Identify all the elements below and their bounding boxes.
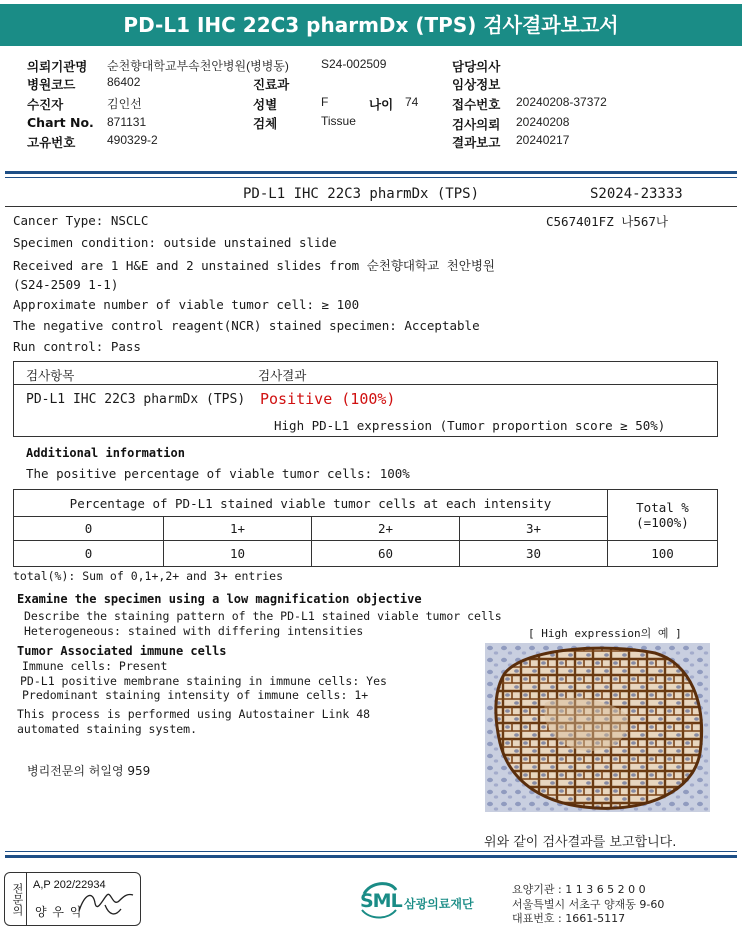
table-note: total(%): Sum of 0,1+,2+ and 3+ entries (13, 569, 284, 583)
examine-line: Heterogeneous: stained with differing intensities (24, 624, 364, 638)
additional-text: The positive percentage of viable tumor cells: 100% (26, 466, 410, 481)
report-line: (S24-2509 1-1) (13, 277, 119, 292)
header-value: 871131 (107, 115, 147, 129)
category-cell: 0 (14, 517, 164, 541)
value-cell: 0 (14, 541, 164, 567)
total-sub: (=100%) (636, 515, 689, 530)
value-cell: 10 (164, 541, 312, 567)
pathologist: 병리전문의 허일영 959 (27, 764, 151, 778)
header-label: 진료과 (253, 77, 290, 92)
logo-text: SML (360, 890, 402, 912)
examine-line: Describe the staining pattern of the PD-L1 stained viable tumor cells (24, 609, 502, 623)
report-line: The negative control reagent(NCR) stained specimen: Acceptable (13, 318, 480, 333)
category-cell: 3+ (460, 517, 608, 541)
value-cell: 60 (312, 541, 460, 567)
header-label: 임상정보 (452, 77, 501, 92)
divider (13, 384, 718, 385)
divider (5, 855, 737, 858)
header-value: F (321, 95, 329, 109)
stamp-name: 양 우 익 (35, 905, 83, 919)
intensity-table (13, 489, 718, 567)
header-value: 20240208-37372 (516, 95, 607, 109)
total-header: Total % (636, 500, 689, 515)
result-item: PD-L1 IHC 22C3 pharmDx (TPS) (26, 392, 246, 407)
header-label: 접수번호 (452, 97, 501, 112)
category-cell: 1+ (164, 517, 312, 541)
report-line: Received are 1 H&E and 2 unstained slides from 순천향대학교 천안병원 (13, 258, 495, 273)
image-caption: [ High expression의 예 ] (528, 627, 682, 640)
divider (5, 177, 737, 178)
col-result-header: 검사결과 (258, 368, 307, 383)
institution-code: 요양기관 : 1 1 3 6 5 2 0 0 (512, 883, 646, 896)
phone: 대표번호 : 1661-5117 (512, 912, 626, 925)
stamp-code: A,P 202/22934 (33, 879, 106, 891)
address: 서울특별시 서초구 양재동 9-60 (512, 898, 665, 911)
header-label: 고유번호 (27, 135, 76, 150)
divider (5, 206, 737, 207)
immune-line: PD-L1 positive membrane staining in immune cells: Yes (20, 674, 387, 688)
header-label: 의뢰기관명 (27, 59, 88, 74)
report-line: Approximate number of viable tumor cell: ≥ 100 (13, 297, 360, 312)
header-label: 병원코드 (27, 77, 76, 92)
header-value: 86402 (107, 75, 141, 89)
age-label: 나이 (369, 97, 394, 112)
immune-title: Tumor Associated immune cells (17, 644, 227, 658)
report-line: Specimen condition: outside unstained slide (13, 235, 337, 250)
header-label: 검체 (253, 116, 278, 131)
report-line: Run control: Pass (13, 339, 141, 354)
header-label: 담당의사 (452, 59, 501, 74)
header-label: 성별 (253, 97, 278, 112)
total-header-cell (608, 490, 718, 541)
specimen-code: C567401FZ 나567나 (546, 214, 668, 229)
report-title: PD-L1 IHC 22C3 pharmDx (TPS) 검사결과보고서 (0, 4, 742, 46)
signature-stamp (4, 872, 141, 926)
header-label: Chart No. (27, 115, 94, 130)
process-line: This process is performed using Autostainer Link 48 (17, 707, 371, 721)
process-line: automated staining system. (17, 722, 198, 736)
header-value: 20240217 (516, 133, 570, 147)
report-line: Cancer Type: NSCLC (13, 213, 149, 228)
immune-line: Predominant staining intensity of immune cells: 1+ (22, 688, 369, 702)
divider (5, 171, 737, 174)
header-label: 결과보고 (452, 135, 501, 150)
header-label: 검사의뢰 (452, 117, 501, 132)
age-value: 74 (405, 95, 419, 109)
ward-code: S24-002509 (321, 57, 387, 71)
header-value: 김인선 (107, 97, 142, 111)
header-value: Tissue (321, 114, 356, 128)
stamp-label: 전문의 (9, 873, 27, 925)
header-value: 순천향대학교부속천안병원(병병동) (107, 59, 289, 73)
report-number: S2024-23333 (590, 186, 683, 202)
examine-title: Examine the specimen using a low magnification objective (17, 592, 422, 606)
signature (75, 885, 137, 921)
total-cell: 100 (608, 541, 718, 567)
result-positive: Positive (100%) (260, 390, 396, 408)
header-value: 490329-2 (107, 133, 158, 147)
sml-logo (358, 880, 474, 924)
specimen-image (485, 643, 710, 812)
divider (5, 851, 737, 852)
immune-line: Immune cells: Present (22, 659, 168, 673)
closing-statement: 위와 같이 검사결과를 보고합니다. (484, 835, 677, 850)
category-cell: 2+ (312, 517, 460, 541)
org-name: 삼광의료재단 (404, 897, 474, 911)
test-name: PD-L1 IHC 22C3 pharmDx (TPS) (243, 186, 480, 202)
result-expression: High PD-L1 expression (Tumor proportion score ≥ 50%) (274, 418, 666, 433)
additional-title: Additional information (26, 446, 185, 460)
header-value: 20240208 (516, 115, 570, 129)
intensity-header: Percentage of PD-L1 stained viable tumor cells at each intensity (14, 490, 608, 517)
header-label: 수진자 (27, 97, 64, 112)
col-item-header: 검사항목 (26, 368, 75, 383)
value-cell: 30 (460, 541, 608, 567)
